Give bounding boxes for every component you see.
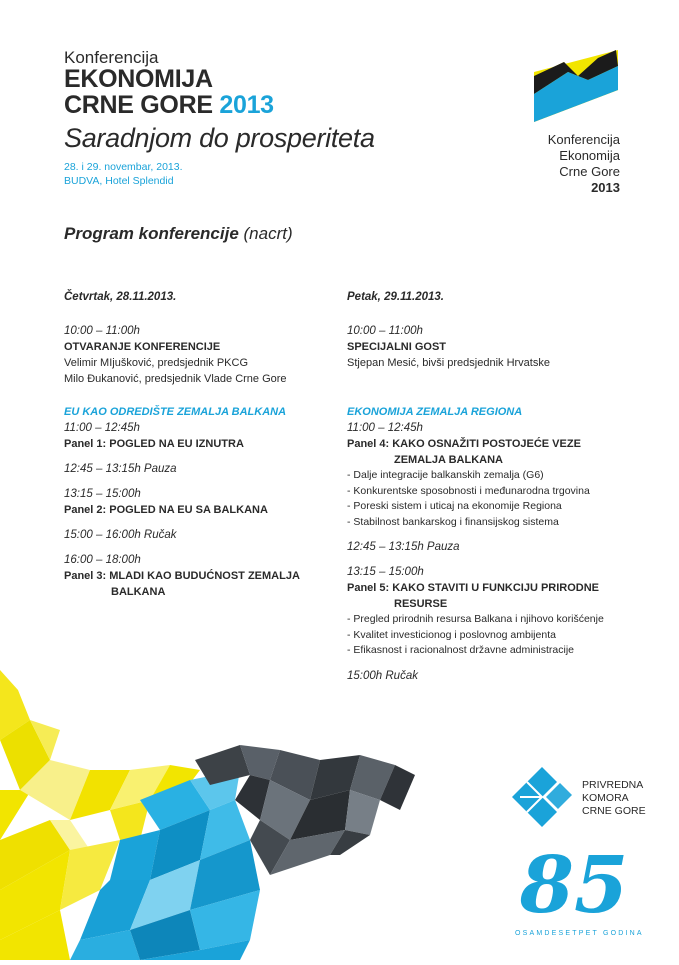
day1-speaker2: Milo Đukanović, predsjednik Vlade Crne Gore bbox=[64, 373, 287, 385]
program-heading bbox=[64, 224, 293, 244]
day2-guest-name: Stjepan Mesić, bivši predsjednik Hrvatske bbox=[347, 357, 550, 369]
chamber-line3: CRNE GORE bbox=[582, 805, 646, 817]
polygon-art-icon bbox=[0, 650, 430, 960]
panel2-time: 13:15 – 15:00h bbox=[64, 488, 141, 500]
day1-opening-title: OTVARANJE KONFERENCIJE bbox=[64, 341, 221, 353]
panel1-time: 11:00 – 12:45h bbox=[64, 422, 140, 434]
panel4-item: - Konkurentske sposobnosti i međunarodna trgovina bbox=[347, 484, 590, 497]
panel4-title-cont: ZEMALJA BALKANA bbox=[394, 454, 503, 466]
subtitle: Saradnjom do prosperiteta bbox=[64, 123, 375, 153]
panel4-item: - Stabilnost bankarskog i finansijskog sistema bbox=[347, 515, 559, 528]
decorative-polygons bbox=[0, 650, 430, 960]
event-dates: 28. i 29. novembar, 2013. bbox=[64, 161, 183, 173]
anniversary-85-logo bbox=[519, 840, 629, 931]
anniversary-text: OSAMDESETPET GODINA bbox=[515, 930, 644, 937]
day1-section: EU KAO ODREDIŠTE ZEMALJA BALKANA bbox=[64, 406, 287, 418]
panel4-item: - Poreski sistem i uticaj na ekonomije Regiona bbox=[347, 500, 562, 512]
panel5-time: 13:15 – 15:00h bbox=[347, 566, 424, 578]
day2-guest-title: SPECIJALNI GOST bbox=[347, 341, 447, 353]
logo-line1: Konferencija bbox=[547, 132, 620, 147]
anniversary-mark-icon bbox=[519, 840, 629, 931]
chamber-line2: KOMORA bbox=[582, 792, 629, 804]
program-note: (nacrt) bbox=[243, 224, 293, 243]
chamber-logo-icon bbox=[510, 765, 574, 829]
day2-guest-time: 10:00 – 11:00h bbox=[347, 325, 423, 337]
day1-lunch: 15:00 – 16:00h Ručak bbox=[64, 529, 177, 541]
panel5-item: - Efikasnost i racionalnost državne administracije bbox=[347, 644, 575, 656]
logo-line3: Crne Gore bbox=[559, 164, 620, 179]
program-title: Program konferencije bbox=[64, 224, 239, 243]
day1-speaker1: Velimir MIjušković, predsjednik PKCG bbox=[64, 357, 249, 369]
panel1-title: Panel 1: POGLED NA EU IZNUTRA bbox=[64, 438, 244, 450]
chamber-line1: PRIVREDNA bbox=[582, 779, 644, 791]
conference-logo-text bbox=[548, 132, 620, 196]
event-location: BUDVA, Hotel Splendid bbox=[64, 175, 174, 187]
conference-logo-icon bbox=[524, 46, 620, 126]
panel5-item: - Kvalitet investicionog i poslovnog ambijenta bbox=[347, 628, 556, 641]
panel4-item: - Dalje integracije balkanskih zemalja (G6) bbox=[347, 469, 544, 481]
title-year: 2013 bbox=[219, 91, 274, 119]
panel5-title-cont: RESURSE bbox=[394, 598, 448, 610]
panel5-item: - Pregled prirodnih resursa Balkana i njihovo korišćenje bbox=[347, 613, 604, 625]
day2-column bbox=[347, 289, 647, 684]
title-line1: EKONOMIJA bbox=[64, 65, 213, 93]
panel4-time: 11:00 – 12:45h bbox=[347, 422, 423, 434]
conference-logo bbox=[524, 46, 620, 195]
day2-section: EKONOMIJA ZEMALJA REGIONA bbox=[347, 406, 523, 418]
panel4-title: Panel 4: KAKO OSNAŽITI POSTOJEĆE VEZE bbox=[347, 438, 581, 450]
pre-title: Konferencija bbox=[64, 48, 159, 67]
anniversary-number: 85 bbox=[519, 840, 629, 931]
chamber-logo bbox=[510, 765, 650, 835]
day1-column bbox=[64, 289, 334, 600]
day1-date: Četvrtak, 28.11.2013. bbox=[64, 291, 177, 303]
day1-pause: 12:45 – 13:15h Pauza bbox=[64, 463, 177, 475]
panel2-title: Panel 2: POGLED NA EU SA BALKANA bbox=[64, 504, 268, 516]
day1-opening-time: 10:00 – 11:00h bbox=[64, 325, 140, 337]
day2-lunch: 15:00h Ručak bbox=[347, 669, 418, 682]
title-country: CRNE GORE bbox=[64, 91, 213, 119]
panel3-title-cont: BALKANA bbox=[111, 586, 166, 598]
logo-line4: 2013 bbox=[591, 180, 620, 195]
day2-pause: 12:45 – 13:15h Pauza bbox=[347, 541, 460, 553]
day2-date: Petak, 29.11.2013. bbox=[347, 291, 444, 303]
chamber-name bbox=[582, 779, 646, 818]
panel3-time: 16:00 – 18:00h bbox=[64, 554, 141, 566]
logo-line2: Ekonomija bbox=[559, 148, 620, 163]
title-line2 bbox=[64, 92, 274, 118]
panel5-title: Panel 5: KAKO STAVITI U FUNKCIJU PRIRODNE bbox=[347, 582, 600, 594]
panel3-title: Panel 3: MLADI KAO BUDUĆNOST ZEMALJA bbox=[64, 570, 300, 582]
